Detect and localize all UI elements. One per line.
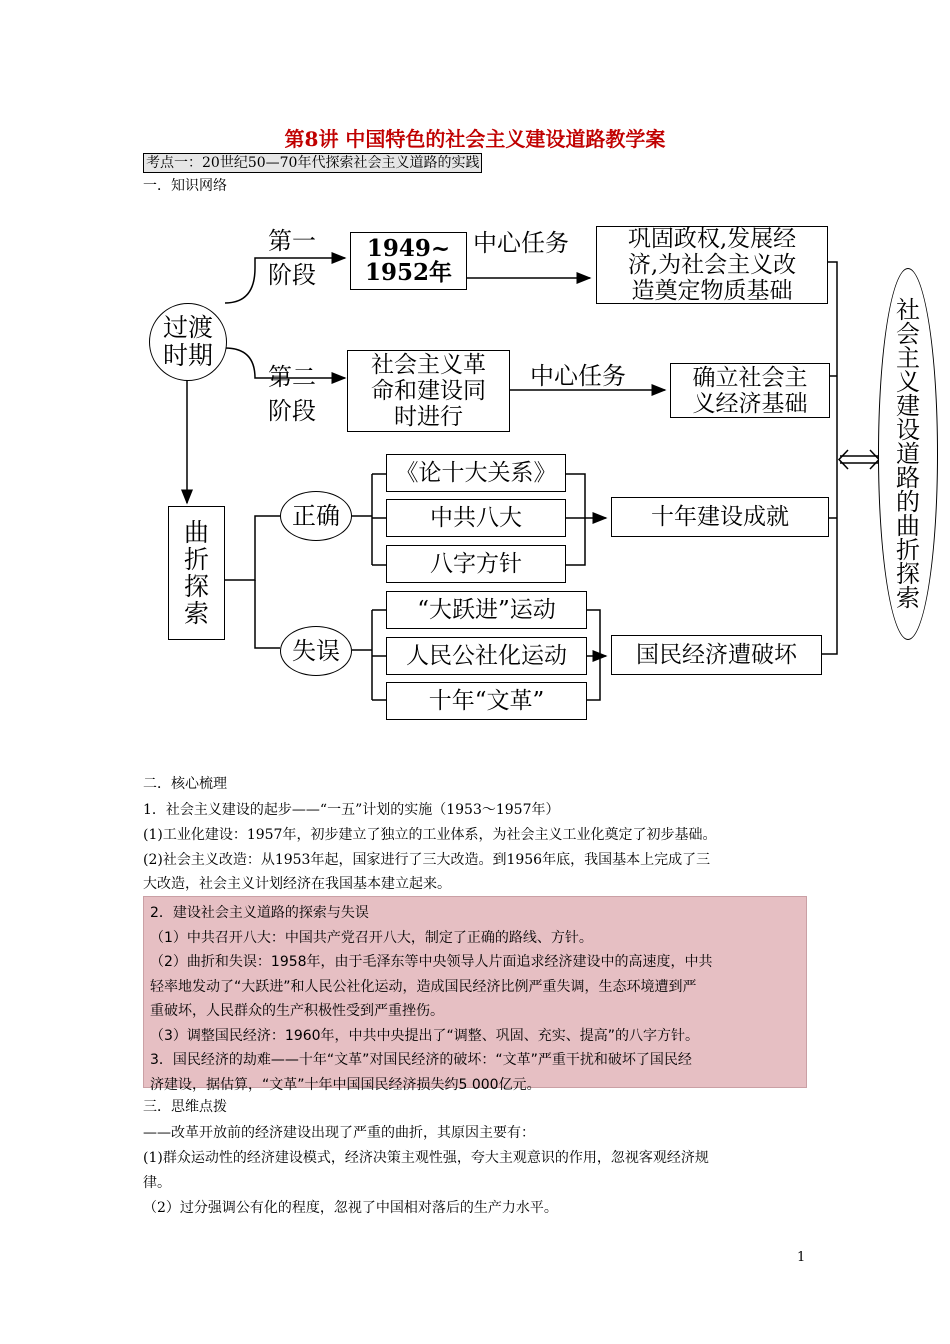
transition-period-circle: 过渡 时期 xyxy=(149,303,227,381)
thinking-paragraph-2: （2）过分强调公有化的程度，忽视了中国相对落后的生产力水平。 xyxy=(143,1200,558,1216)
topic-heading: 考点一：20世纪50—70年代探索社会主义道路的实践 xyxy=(143,153,482,173)
mistake-item-1: “大跃进”运动 xyxy=(386,591,587,629)
mistake-result-box: 国民经济遭破坏 xyxy=(611,635,822,675)
highlight-line: （3）调整国民经济：1960年，中共中央提出了“调整、巩固、充实、提高”的八字方针。 xyxy=(150,1027,700,1044)
page-number: 1 xyxy=(797,1250,806,1265)
core-paragraph-3b: 大改造，社会主义计划经济在我国基本建立起来。 xyxy=(143,876,451,892)
central-task-label-2: 中心任务 xyxy=(530,362,626,390)
highlight-line: （2）曲折和失误：1958年，由于毛泽东等中央领导人片面追求经济建设中的高速度，中共 xyxy=(150,954,713,970)
core-paragraph-2: (1)工业化建设：1957年，初步建立了独立的工业体系，为社会主义工业化奠定了初步基础。 xyxy=(143,827,717,843)
central-task-label-1: 中心任务 xyxy=(473,229,569,257)
tortuous-exploration-box: 曲 折 探 索 xyxy=(168,506,225,640)
thinking-paragraph-1a: (1)群众运动性的经济建设模式，经济决策主观性强，夸大主观意识的作用，忽视客观经济规 xyxy=(143,1150,709,1166)
highlight-line: 重破坏，人民群众的生产积极性受到严重挫伤。 xyxy=(150,1003,444,1019)
highlight-line: 2．建设社会主义道路的探索与失误 xyxy=(150,905,369,921)
correct-item-2: 中共八大 xyxy=(386,499,566,537)
section-thinking: 三．思维点拨 xyxy=(143,1099,227,1115)
correct-item-1: 《论十大关系》 xyxy=(386,454,566,492)
thinking-paragraph-1b: 律。 xyxy=(143,1175,171,1191)
mistake-item-2: 人民公社化运动 xyxy=(386,637,587,675)
mistake-ellipse: 失误 xyxy=(280,626,352,676)
section-core: 二．核心梳理 xyxy=(143,776,227,792)
stage2-task-box: 确立社会主 义经济基础 xyxy=(670,363,830,418)
stage2-label: 第二 阶段 xyxy=(268,363,316,425)
highlight-line: 济建设，据估算，“文革”十年中国国民经济损失约5 000亿元。 xyxy=(150,1076,541,1093)
correct-item-3: 八字方针 xyxy=(386,545,566,583)
section-knowledge-network: 一．知识网络 xyxy=(143,178,227,194)
thinking-intro: ——改革开放前的经济建设出现了严重的曲折，其原因主要有： xyxy=(143,1125,535,1141)
page-title: 第8讲 中国特色的社会主义建设道路教学案 xyxy=(284,127,666,151)
stage1-task-box: 巩固政权,发展经 济,为社会主义改 造奠定物质基础 xyxy=(596,226,828,304)
core-paragraph-3a: (2)社会主义改造：从1953年起，国家进行了三大改造。到1956年底，我国基本上完成了三 xyxy=(143,852,711,868)
knowledge-diagram xyxy=(140,218,950,728)
socialist-road-ellipse: 社 会 主 义 建 设 道 路 的 曲 折 探 索 xyxy=(878,268,938,640)
mistake-item-3: 十年“文革” xyxy=(386,682,587,720)
highlight-line: 3．国民经济的劫难——十年“文革”对国民经济的破坏：“文革”严重干扰和破坏了国民经 xyxy=(150,1052,692,1068)
stage1-label: 第一 阶段 xyxy=(268,227,316,289)
highlight-line: 轻率地发动了“大跃进”和人民公社化运动，造成国民经济比例严重失调，生态环境遭到严 xyxy=(150,978,697,995)
correct-ellipse: 正确 xyxy=(280,491,352,541)
correct-result-box: 十年建设成就 xyxy=(611,497,829,537)
core-paragraph-1: 1．社会主义建设的起步——“一五”计划的实施（1953～1957年） xyxy=(143,802,560,818)
stage2-content-box: 社会主义革 命和建设同 时进行 xyxy=(347,350,510,432)
highlighted-summary xyxy=(143,896,807,1093)
stage1-period-box: 1949~ 1952年 xyxy=(350,232,467,290)
highlight-line: （1）中共召开八大：中国共产党召开八大，制定了正确的路线、方针。 xyxy=(150,929,593,946)
